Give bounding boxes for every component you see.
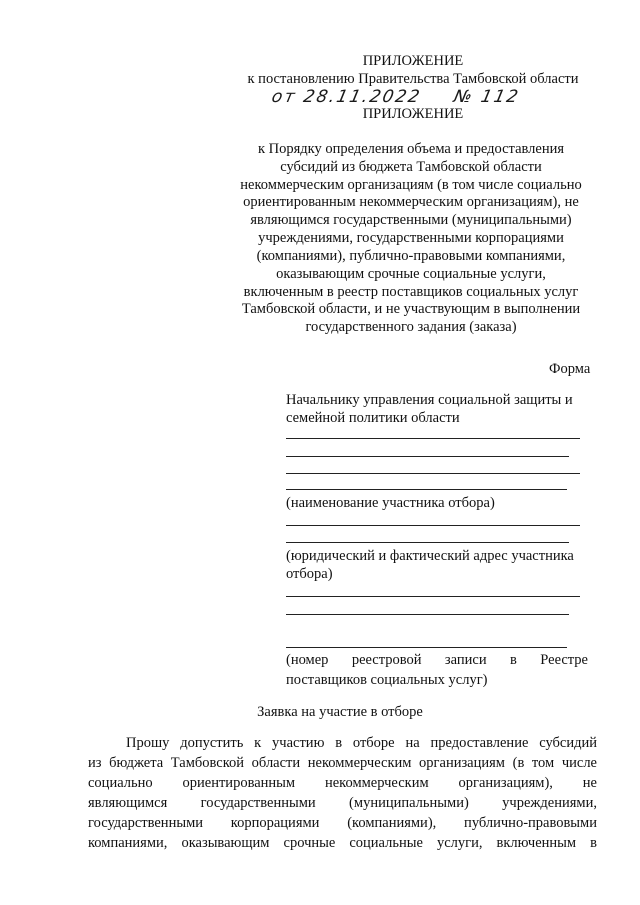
registry-caption-line-1: (номер реестровой записи в Реестре: [286, 652, 588, 668]
handwritten-number: № 112: [451, 87, 522, 107]
addressee-line-2: семейной политики области: [286, 410, 460, 426]
blank-line: [286, 456, 569, 457]
appendix-line: ориентированным некоммерческим организациям), не: [243, 194, 579, 210]
appendix-line: включенным в реестр поставщиков социальных услуг: [243, 284, 579, 300]
blank-line: [286, 525, 580, 526]
body-line: компаниями, оказывающим срочные социальные услуги, включенным в: [88, 835, 597, 851]
address-caption-2: отбора): [286, 566, 333, 582]
appendix-title-2: ПРИЛОЖЕНИЕ: [362, 106, 464, 122]
addressee-line-1: Начальнику управления социальной защиты и: [286, 392, 573, 408]
appendix-line: к Порядку определения объема и предоставления: [257, 141, 565, 157]
blank-line: [286, 489, 567, 490]
application-body: [88, 733, 597, 853]
resolution-reference: к постановлению Правительства Тамбовской области: [247, 71, 579, 87]
blank-line: [286, 614, 569, 615]
appendix-line: некоммерческим организациям (в том числе социально: [240, 177, 582, 193]
appendix-line: государственного задания (заказа): [305, 319, 517, 335]
blank-line: [286, 596, 580, 597]
registry-caption-line-2: поставщиков социальных услуг): [286, 672, 488, 688]
appendix-line: учреждениями, государственными корпорациями: [258, 230, 564, 246]
application-title: Заявка на участие в отборе: [257, 704, 423, 720]
form-label: Форма: [549, 361, 591, 377]
blank-line: [286, 647, 567, 648]
address-caption-1: (юридический и фактический адрес участника: [286, 548, 574, 564]
appendix-line: Тамбовской области, и не участвующим в выполнении: [241, 301, 581, 317]
body-line: Прошу допустить к участию в отборе на предоставление субсидий: [126, 735, 597, 751]
blank-line: [286, 473, 580, 474]
appendix-line: оказывающим срочные социальные услуги,: [276, 266, 546, 282]
appendix-line: (компаниями), публично-правовыми компаниями,: [256, 248, 566, 264]
appendix-line: являющимся государственными (муниципальными): [250, 212, 572, 228]
appendix-line: субсидий из бюджета Тамбовской области: [280, 159, 542, 175]
blank-line: [286, 438, 580, 439]
appendix-title: ПРИЛОЖЕНИЕ: [362, 53, 464, 69]
handwritten-date: от 28.11.2022: [269, 87, 424, 107]
blank-line: [286, 542, 569, 543]
participant-name-caption: (наименование участника отбора): [286, 495, 495, 511]
body-line: являющимся государственными (муниципальными) учреждениями,: [88, 795, 597, 811]
body-line: государственными корпорациями (компаниями), публично-правовыми: [88, 815, 597, 831]
body-line: социально ориентированным некоммерческим организациям), не: [88, 775, 597, 791]
body-line: из бюджета Тамбовской области некоммерческим организациям (в том числе: [88, 755, 597, 771]
registry-caption: [286, 650, 588, 690]
